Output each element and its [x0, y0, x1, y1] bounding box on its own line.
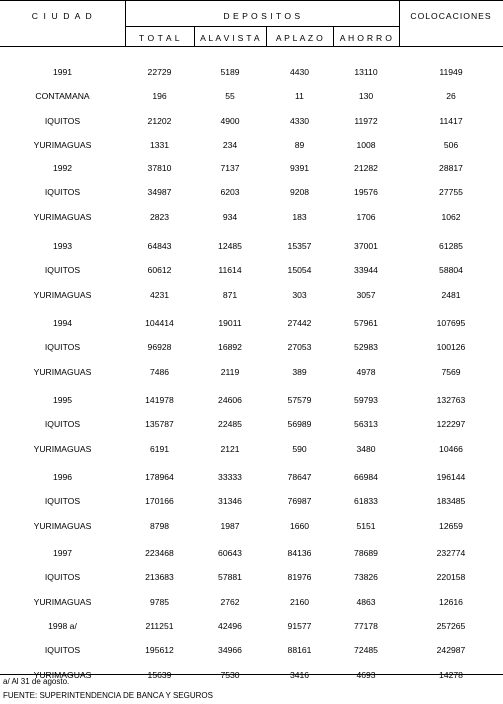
cell-a-la-vista: 12485: [218, 241, 242, 251]
cell-ciudad: IQUITOS: [44, 645, 81, 656]
cell-total: 60612: [147, 265, 172, 276]
header-ciudad: C I U D A D: [31, 11, 94, 21]
cell-ahorro: 52983: [354, 342, 378, 353]
table-top-rule: [0, 0, 503, 1]
cell-colocaciones: 10466: [439, 443, 463, 454]
cell-ahorro: 3480: [356, 443, 376, 454]
cell-ahorro: 61833: [354, 496, 378, 507]
cell-ciudad: YURIMAGUAS: [33, 669, 92, 680]
cell-a-plazo: 57579: [287, 395, 312, 405]
cell-ciudad: IQUITOS: [44, 496, 81, 507]
cell-colocaciones: 232774: [436, 548, 466, 558]
cell-colocaciones: 220158: [436, 572, 466, 583]
cell-ciudad: 1994: [52, 318, 73, 328]
cell-a-la-vista: 871: [222, 289, 238, 300]
cell-colocaciones: 132763: [436, 395, 466, 405]
cell-total: 196: [152, 91, 167, 102]
cell-a-plazo: 89: [294, 140, 305, 151]
cell-ciudad: YURIMAGUAS: [33, 366, 92, 377]
cell-colocaciones: 506: [443, 140, 459, 151]
cell-a-la-vista: 934: [222, 211, 238, 222]
footnote: a/ Al 31 de agosto.: [3, 677, 70, 686]
cell-colocaciones: 100126: [436, 342, 466, 353]
cell-colocaciones: 242987: [436, 645, 466, 656]
cell-total: 15639: [147, 669, 172, 680]
cell-ahorro: 21282: [354, 163, 378, 173]
header-colocaciones: COLOCACIONES: [410, 11, 492, 21]
cell-a-la-vista: 34966: [218, 645, 242, 656]
header-total: T O T A L: [138, 33, 181, 43]
cell-total: 211251: [145, 621, 174, 631]
cell-ahorro: 78689: [354, 548, 378, 558]
cell-a-plazo: 81976: [287, 572, 312, 583]
cell-a-la-vista: 5189: [220, 67, 240, 77]
cell-colocaciones: 183485: [436, 496, 466, 507]
cell-colocaciones: 61285: [439, 241, 463, 251]
cell-ahorro: 56313: [354, 419, 378, 430]
cell-a-plazo: 15357: [287, 241, 312, 251]
header-mid-rule: [125, 26, 399, 27]
cell-total: 170166: [145, 496, 174, 507]
cell-colocaciones: 122297: [436, 419, 466, 430]
cell-colocaciones: 12616: [439, 596, 463, 607]
cell-total: 96928: [147, 342, 172, 353]
cell-ahorro: 13110: [354, 67, 378, 77]
cell-total: 195612: [145, 645, 174, 656]
cell-a-plazo: 590: [292, 443, 307, 454]
cell-a-plazo: 9391: [289, 163, 310, 173]
cell-ahorro: 3057: [356, 289, 376, 300]
cell-ahorro: 73826: [354, 572, 378, 583]
cell-total: 9785: [149, 596, 170, 607]
cell-colocaciones: 107695: [436, 318, 466, 328]
cell-total: 7486: [149, 366, 170, 377]
cell-colocaciones: 196144: [436, 472, 466, 482]
cell-ciudad: YURIMAGUAS: [33, 596, 92, 607]
cell-colocaciones: 257265: [436, 621, 466, 631]
cell-a-la-vista: 7530: [220, 669, 240, 680]
cell-total: 135787: [145, 419, 174, 430]
cell-a-plazo: 91577: [287, 621, 312, 631]
cell-a-plazo: 4430: [289, 67, 310, 77]
header-ahorro: A H O R R O: [339, 33, 393, 43]
cell-colocaciones: 7569: [441, 366, 461, 377]
cell-a-plazo: 4330: [289, 115, 310, 126]
cell-a-la-vista: 42496: [218, 621, 242, 631]
cell-ciudad: IQUITOS: [44, 187, 81, 198]
cell-ciudad: 1996: [52, 472, 73, 482]
cell-total: 2823: [149, 211, 170, 222]
cell-ciudad: IQUITOS: [44, 115, 81, 126]
cell-colocaciones: 11949: [439, 67, 463, 77]
cell-colocaciones: 58804: [439, 265, 463, 276]
cell-a-la-vista: 31346: [218, 496, 242, 507]
cell-a-la-vista: 11614: [218, 265, 242, 276]
cell-a-plazo: 2160: [289, 596, 310, 607]
cell-total: 64843: [147, 241, 172, 251]
cell-ciudad: 1993: [52, 241, 73, 251]
cell-ciudad: IQUITOS: [44, 265, 81, 276]
cell-colocaciones: 12659: [439, 520, 463, 531]
cell-ahorro: 1008: [356, 140, 376, 151]
cell-a-plazo: 9208: [289, 187, 310, 198]
cell-a-plazo: 84136: [287, 548, 312, 558]
cell-ciudad: 1992: [52, 163, 73, 173]
cell-a-la-vista: 2762: [220, 596, 240, 607]
cell-a-plazo: 389: [292, 366, 307, 377]
cell-a-plazo: 88161: [287, 645, 312, 656]
cell-a-la-vista: 234: [222, 140, 238, 151]
cell-ciudad: YURIMAGUAS: [33, 140, 92, 151]
cell-a-la-vista: 2121: [220, 443, 240, 454]
cell-ciudad: 1995: [52, 395, 73, 405]
cell-a-plazo: 3416: [289, 669, 310, 680]
cell-colocaciones: 26: [446, 91, 456, 102]
header-depositos: D E P O S I T O S: [223, 11, 301, 21]
cell-a-plazo: 303: [292, 289, 307, 300]
cell-ahorro: 4863: [356, 596, 376, 607]
cell-ahorro: 4978: [356, 366, 376, 377]
cell-ahorro: 130: [358, 91, 374, 102]
cell-total: 141978: [145, 395, 174, 405]
cell-total: 8798: [149, 520, 170, 531]
cell-ciudad: IQUITOS: [44, 342, 81, 353]
cell-ahorro: 37001: [354, 241, 378, 251]
cell-a-la-vista: 7137: [220, 163, 240, 173]
cell-ciudad: CONTAMANA: [35, 91, 90, 102]
cell-a-plazo: 1660: [289, 520, 310, 531]
cell-colocaciones: 27755: [439, 187, 463, 198]
cell-total: 178964: [145, 472, 174, 482]
cell-ciudad: YURIMAGUAS: [33, 443, 92, 454]
cell-total: 213683: [145, 572, 174, 583]
header-a-plazo: A P L A Z O: [275, 33, 324, 43]
cell-ahorro: 5151: [356, 520, 376, 531]
cell-total: 1331: [149, 140, 170, 151]
cell-a-plazo: 27053: [287, 342, 312, 353]
cell-total: 223468: [145, 548, 174, 558]
cell-a-plazo: 27442: [287, 318, 312, 328]
cell-a-la-vista: 2119: [220, 366, 240, 377]
cell-a-la-vista: 19011: [218, 318, 242, 328]
cell-total: 22729: [147, 67, 172, 77]
cell-ahorro: 11972: [354, 115, 378, 126]
cell-a-plazo: 11: [295, 91, 304, 102]
cell-a-la-vista: 1987: [220, 520, 240, 531]
cell-ahorro: 77178: [354, 621, 378, 631]
cell-ciudad: 1991: [52, 67, 73, 77]
cell-a-la-vista: 4900: [220, 115, 240, 126]
cell-ahorro: 57961: [354, 318, 378, 328]
cell-colocaciones: 1062: [441, 211, 461, 222]
cell-ciudad: IQUITOS: [44, 572, 81, 583]
cell-total: 21202: [147, 115, 172, 126]
cell-a-plazo: 183: [292, 211, 307, 222]
cell-a-la-vista: 6203: [220, 187, 240, 198]
cell-colocaciones: 2481: [441, 289, 461, 300]
header-bottom-rule: [0, 46, 503, 47]
cell-ahorro: 59793: [354, 395, 378, 405]
cell-a-la-vista: 60643: [218, 548, 242, 558]
cell-total: 34987: [147, 187, 172, 198]
cell-ciudad: IQUITOS: [44, 419, 81, 430]
cell-a-plazo: 56989: [287, 419, 312, 430]
cell-ciudad: 1997: [52, 548, 73, 558]
cell-a-plazo: 78647: [287, 472, 312, 482]
cell-a-la-vista: 57881: [218, 572, 242, 583]
cell-ahorro: 72485: [354, 645, 378, 656]
cell-total: 6191: [149, 443, 170, 454]
cell-ahorro: 19576: [354, 187, 378, 198]
cell-ciudad: YURIMAGUAS: [33, 211, 92, 222]
cell-total: 37810: [147, 163, 172, 173]
cell-ciudad: YURIMAGUAS: [33, 520, 92, 531]
cell-ahorro: 66984: [354, 472, 378, 482]
header-a-la-vista: A L A V I S T A: [200, 33, 260, 43]
cell-ahorro: 1706: [356, 211, 376, 222]
cell-a-plazo: 76987: [287, 496, 312, 507]
cell-total: 4231: [149, 289, 170, 300]
cell-a-plazo: 15054: [287, 265, 312, 276]
cell-a-la-vista: 16892: [218, 342, 242, 353]
cell-ciudad: 1998 a/: [48, 621, 77, 631]
cell-ciudad: YURIMAGUAS: [33, 289, 92, 300]
cell-colocaciones: 14278: [439, 669, 463, 680]
cell-ahorro: 4693: [356, 669, 376, 680]
cell-colocaciones: 11417: [439, 115, 463, 126]
col-divider: [399, 0, 400, 46]
cell-total: 104414: [145, 318, 174, 328]
cell-a-la-vista: 55: [225, 91, 235, 102]
cell-colocaciones: 28817: [439, 163, 463, 173]
cell-a-la-vista: 33333: [218, 472, 242, 482]
cell-ahorro: 33944: [354, 265, 378, 276]
cell-a-la-vista: 24606: [218, 395, 242, 405]
source-note: FUENTE: SUPERINTENDENCIA DE BANCA Y SEGUROS: [3, 691, 213, 700]
cell-a-la-vista: 22485: [218, 419, 242, 430]
